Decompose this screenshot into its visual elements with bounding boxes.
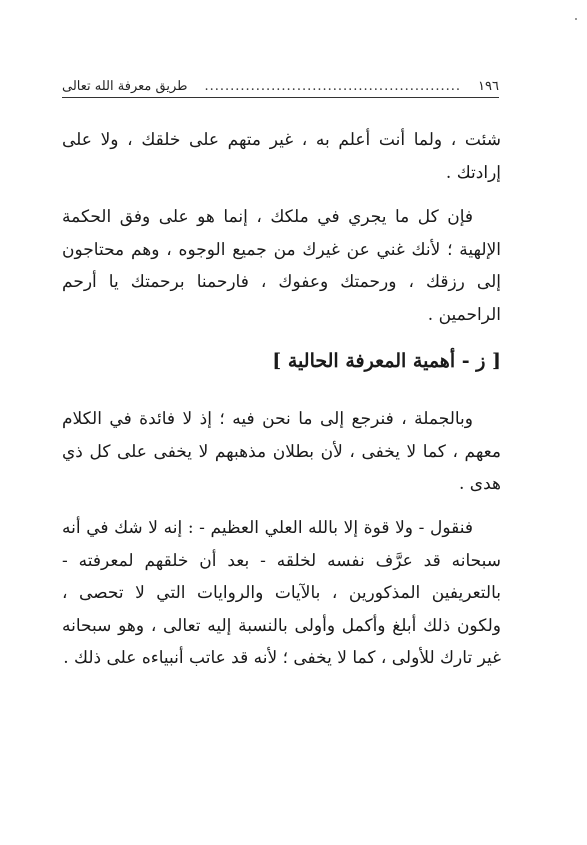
- running-header: [62, 76, 499, 96]
- page-number: ١٩٦: [478, 78, 499, 94]
- header-rule: [62, 97, 499, 98]
- section-heading: [ ز - أهمية المعرفة الحالية ]: [272, 350, 501, 372]
- header-leader-dots: ..................................................: [204, 78, 462, 94]
- paragraph-3: وبالجملة ، فنرجع إلى ما نحن فيه ؛ إذ لا فائدة في الكلام معهم ، كما لا يخفى ، لأن بطلان مذهبهم لا يخفى على كل ذي هدى .: [62, 409, 501, 494]
- paragraph-4: فنقول - ولا قوة إلا بالله العلي العظيم - : إنه لا شك في أنه سبحانه قد عرَّف نفسه لخلقه - بعد أن خلقهم لمعرفته - بالتعريفين المذكورين ، بالآيات والروايات التي لا تحصى ، ولكون ذلك أبلغ وأكمل وأولى بالنسبة إليه تعالى ، وهو سبحانه غير تارك للأولى ، كما لا يخفى ؛ لأنه قد عاتب أنبياءه على ذلك .: [62, 518, 501, 668]
- running-title: طريق معرفة الله تعالى: [62, 78, 188, 94]
- scan-mark: [575, 18, 577, 20]
- paragraph-2: فإن كل ما يجري في ملكك ، إنما هو على وفق الحكمة الإلهية ؛ لأنك غني عن غيرك من جميع الوجوه ، وهم محتاجون إلى رزقك ، ورحمتك وعفوك ، فارحمنا برحمتك يا أرحم الراحمين .: [62, 207, 501, 325]
- paragraph-1: شئت ، ولما أنت أعلم به ، غير متهم على خلقك ، ولا على إرادتك .: [62, 130, 501, 183]
